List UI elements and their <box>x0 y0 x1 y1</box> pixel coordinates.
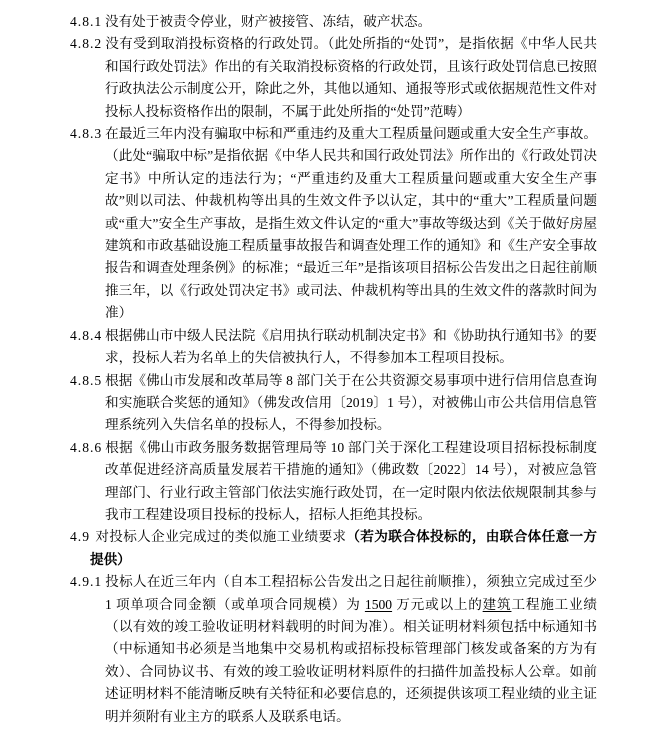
clause-4.8.5 <box>70 370 597 437</box>
clause-text: 根据佛山市中级人民法院《启用执行联动机制决定书》和《协助执行通知书》的要求，投标人若为名单上的失信被执行人，不得参加本工程项目投标。 <box>105 327 597 366</box>
clause-number: 4.8.1 <box>70 14 103 29</box>
clause-text: 没有处于被责令停业，财产被接管、冻结，破产状态。 <box>105 14 432 29</box>
clause-4.8.3 <box>70 123 597 325</box>
clause-number: 4.8.3 <box>70 126 103 142</box>
clause-4.8.6 <box>70 437 597 527</box>
clause-text: 在最近三年内没有骗取中标和严重违约及重大工程质量问题或重大安全生产事故。（此处“骗取中标”是指依据《中华人民共和国行政处罚法》所作出的《行政处罚决定书》中所认定的违法行为；“严重违约及重大工程质量问题或重大安全生产事故”则以司法、仲裁机构等出具的生效文件予以认定，其中的“重大”工程质量问题或“重大”安全生产事故，是指生效文件认定的“重大”事故等级达到《关于做好房屋建筑和市政基础设施工程质量事故报告和调查处理工作的通知》和《生产安全事故报告和调查处理条例》的标准；“最近三年”是指该项目招标公告发出之日起往前顺推三年，以《行政处罚决定书》或司法、仲裁机构等出具的生效文件的落款时间为准） <box>105 126 597 321</box>
clause-4.9 <box>70 526 598 571</box>
clause-text: 没有受到取消投标资格的行政处罚。（此处所指的“处罚”，是指依据《中华人民共和国行政处罚法》作出的有关取消投标资格的行政处罚，且该行政处罚信息已按照行政执法公示制度公开，除此之外，其他以通知、通报等形式或依据规范性文件对投标人投标资格作出的限制，不属于此处所指的“处罚”范畴） <box>105 36 597 119</box>
clause-4.9.1 <box>70 571 598 728</box>
clause-number: 4.9 <box>70 529 90 545</box>
clause-4.8.2 <box>70 33 597 123</box>
clause-text: 投标人在近三年内（自本工程招标公告发出之日起往前顺推），须独立完成过至少 1 项单项合同金额（或单项合同规模）为 <box>105 574 597 612</box>
clause-number: 4.8.6 <box>70 439 103 455</box>
clause-text: 根据《佛山市发展和改革局等 8 部门关于在公共资源交易事项中进行信用信息查询和实施联合奖惩的通知》（佛发改信用〔2019〕1 号），对被佛山市公共信用信息管理系统列入失信名单的投标人，不得参加投标。 <box>105 372 597 433</box>
clause-number: 4.9.1 <box>70 574 103 590</box>
clause-text: 万元或以上的 <box>392 596 483 612</box>
clause-number: 4.8.4 <box>70 327 103 343</box>
bold-text: （若为联合体投标的，由联合体任意一方提供） <box>90 529 598 567</box>
clause-4.8.1 <box>70 11 597 33</box>
underlined-text: 1500 <box>364 596 393 612</box>
underlined-text: 建筑 <box>482 596 512 612</box>
clause-text: 根据《佛山市政务服务数据管理局等 10 部门关于深化工程建设项目招标投标制度改革促进经济高质量发展若干措施的通知》（佛政数〔2022〕14 号），对被应急管理部门、行业行政主管部门依法实施行政处罚，在一定时限内依法依规限制其参与我市工程建设项目投标的投标人，招标人拒绝其投标。 <box>105 439 597 522</box>
clause-number: 4.8.2 <box>70 36 103 52</box>
clause-number: 4.8.5 <box>70 372 103 388</box>
clause-4.8.4 <box>70 325 597 370</box>
clause-text: 工程施工业绩（以有效的竣工验收证明材料载明的时间为准）。相关证明材料须包括中标通知书（中标通知书必须是当地集中交易机构或招标投标管理部门核发或备案的方为有效）、合同协议书、有效的竣工验收证明材料原件的扫描件加盖投标人公章。如前述证明材料不能清晰反映有关特征和必要信息的，还须提供该项工程业绩的业主证明并须附有业主方的联系人及联系电话。 <box>105 596 598 724</box>
clause-text: 对投标人企业完成过的类似施工业绩要求 <box>95 529 347 545</box>
